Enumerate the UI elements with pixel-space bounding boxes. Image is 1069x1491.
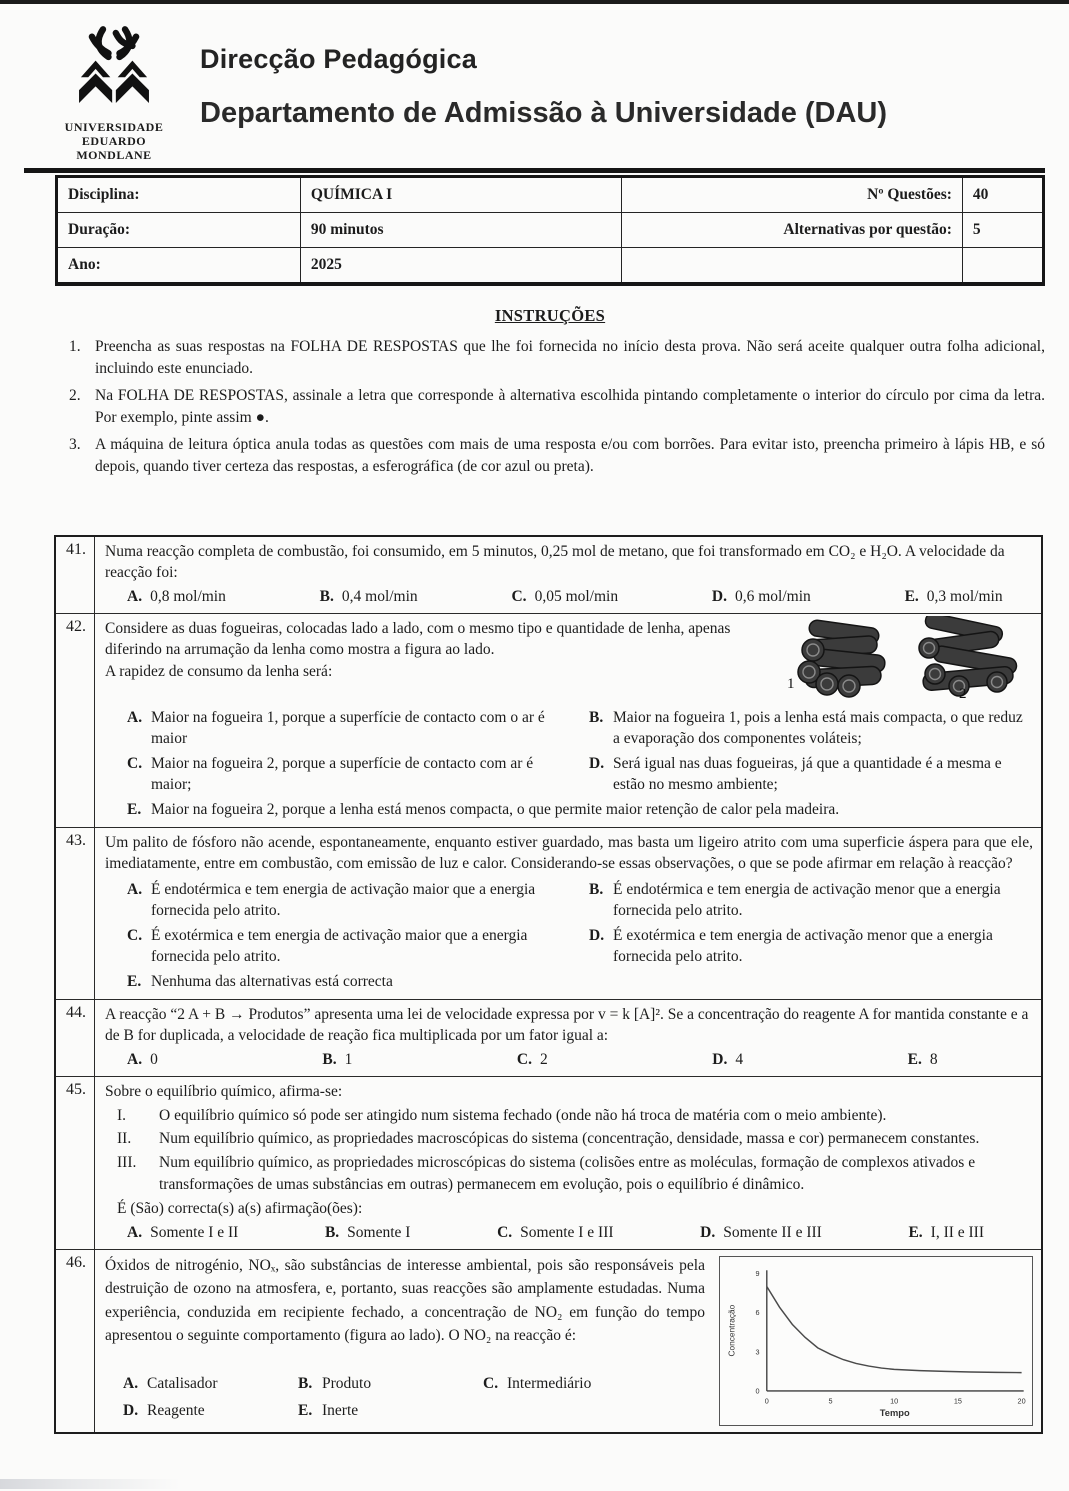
option-43-e: E. Nenhuma das alternativas está correcta [127, 973, 393, 991]
option-41-c: C. 0,05 mol/min [511, 587, 619, 605]
question-44-number: 44. [55, 1000, 95, 1077]
log-pile-1-icon [798, 619, 886, 697]
option-42-e: E. Maior na fogueira 2, porque a lenha está menos compacta, o que permite maior retenção de calor pela madeira. [127, 800, 840, 818]
statement-2: II. Num equilíbrio químico, as propriedades macroscópicas do sistema (concentração, densidade, massa e cor) permanecem constantes. [117, 1130, 980, 1148]
firewood-figure [783, 616, 1033, 702]
option-43-d: D. É exotérmica e tem energia de activação menor que a energia fornecida pelo atrito. [589, 927, 993, 966]
question-46-row [55, 1250, 1042, 1434]
num-questoes-value: 40 [962, 177, 1043, 213]
info-empty-cell-2 [962, 248, 1043, 285]
alternativas-value: 5 [962, 213, 1043, 248]
question-41-text: Numa reacção completa de combustão, foi consumido, em 5 minutos, 0,25 mol de metano, que foi transformado em CO₂ e H₂O. A velocidade da reacção foi: [105, 542, 1005, 582]
exam-page [0, 4, 1069, 1434]
ano-label: Ano: [57, 248, 301, 285]
svg-text:6: 6 [755, 1308, 760, 1318]
exam-info-table [55, 175, 1045, 286]
option-41-a: A. 0,8 mol/min [127, 587, 226, 605]
header-divider [24, 168, 1045, 173]
duracao-label: Duração: [57, 213, 301, 248]
question-45-row [55, 1077, 1042, 1250]
question-46-number: 46. [55, 1250, 95, 1434]
option-45-c: C. Somente I e III [497, 1223, 614, 1241]
question-46-options [123, 1373, 705, 1422]
svg-text:5: 5 [828, 1396, 833, 1406]
question-42-text-2: A rapidez de consumo da lenha será: [105, 662, 333, 680]
option-44-d: D. 4 [712, 1050, 744, 1068]
question-44-row [55, 1000, 1042, 1077]
department-title: Direcção Pedagógica [200, 44, 477, 74]
option-45-d: D. Somente II e III [700, 1223, 822, 1241]
svg-text:10: 10 [890, 1396, 899, 1406]
concentration-chart-figure [719, 1256, 1033, 1426]
instruction-item-2: Na FOLHA DE RESPOSTAS, assinale a letra que corresponde à alternativa escolhida pintando completamente o interior do círculo por cima da letra. Por exemplo, pinte assim ●. [95, 386, 1045, 427]
question-42-number: 42. [55, 613, 95, 827]
instructions-title: INSTRUÇÕES [494, 306, 606, 325]
option-44-e: E. 8 [907, 1050, 938, 1068]
scan-artifact [0, 1479, 180, 1489]
question-41-number: 41. [55, 536, 95, 614]
svg-text:3: 3 [755, 1347, 760, 1357]
question-45-body-cell [95, 1077, 1043, 1250]
question-44-options [127, 1049, 944, 1070]
question-41-body-cell [95, 536, 1043, 614]
chart-curve [767, 1287, 1022, 1373]
question-45-closing: É (São) correcta(s) a(s) afirmação(ões): [117, 1200, 363, 1218]
option-43-c: C. É exotérmica e tem energia de activação maior que a energia fornecida pelo atrito. [127, 927, 528, 966]
option-45-e: E. I, II e III [908, 1223, 985, 1241]
alternativas-label: Alternativas por questão: [621, 213, 962, 248]
questions-table [54, 535, 1043, 1434]
duracao-value: 90 minutos [300, 213, 621, 248]
uem-emblem-icon [68, 22, 160, 114]
svg-text:9: 9 [755, 1269, 760, 1279]
question-43-row [55, 827, 1042, 999]
logo-text [54, 121, 174, 162]
instructions-list [55, 336, 1045, 479]
info-row-duracao [57, 213, 1044, 248]
question-45-number: 45. [55, 1077, 95, 1250]
option-45-a: A. Somente I e II [127, 1223, 239, 1241]
option-46-b: B. Produto [298, 1375, 372, 1393]
option-41-d: D. 0,6 mol/min [711, 587, 811, 605]
question-42-options [127, 708, 1033, 821]
question-45-intro: Sobre o equilíbrio químico, afirma-se: [105, 1083, 343, 1101]
question-42-text: Considere as duas fogueiras, colocadas lado a lado, com o mesmo tipo e quantidade de lenha, apenas diferindo na arrumação da lenha como mostra a figura ao lado. [105, 619, 731, 659]
no2-concentration-chart [720, 1257, 1032, 1425]
question-44-text: A reacção “2 A + B → Produtos” apresenta uma lei de velocidade expressa por v = k [A]². Se a concentração do reagente A for mantida constante e a de B for duplicada, a velocidade de reação fica multiplicada por um fator igual a: [105, 1006, 1029, 1045]
ano-value: 2025 [300, 248, 621, 285]
question-41-options [127, 586, 1009, 607]
option-42-c: C. Maior na fogueira 2, porque a superfície de contacto com ar é maior; [127, 754, 534, 793]
option-46-e: E. Inerte [298, 1402, 359, 1420]
option-46-c: C. Intermediário [483, 1375, 592, 1393]
question-46-left [105, 1254, 705, 1426]
option-44-c: C. 2 [516, 1050, 548, 1068]
header [24, 4, 1045, 164]
option-41-e: E. 0,3 mol/min [904, 587, 1003, 605]
option-43-b: B. É endotérmica e tem energia de activação menor que a energia fornecida pelo atrito. [589, 881, 1001, 920]
question-43-number: 43. [55, 827, 95, 999]
option-42-a: A. Maior na fogueira 1, porque a superfície de contacto com o ar é maior [127, 709, 545, 747]
num-questoes-label: Nº Questões: [621, 177, 962, 213]
chart-y-axis-label: Concentração [726, 1304, 737, 1357]
disciplina-value: QUÍMICA I [300, 177, 621, 213]
institution-title: Departamento de Admissão à Universidade (DAU) [200, 97, 888, 129]
option-41-b: B. 0,4 mol/min [319, 587, 418, 605]
svg-text:15: 15 [953, 1396, 962, 1406]
instruction-item-1: Preencha as suas respostas na FOLHA DE RESPOSTAS que lhe foi fornecida no início desta prova. Não será aceite qualquer outra folha adicional, incluindo este enunciado. [95, 338, 1045, 378]
pile-2-label: 2 [959, 685, 967, 702]
option-42-d: D. Será igual nas duas fogueiras, já que a quantidade é a mesma e estão no mesmo ambiente; [589, 754, 1002, 793]
log-pile-2-icon [918, 616, 1017, 696]
logo-line-1: UNIVERSIDADE [64, 120, 164, 134]
chart-x-axis-label: Tempo [879, 1407, 910, 1418]
statement-3: III. Num equilíbrio químico, as propriedades microscópicas do sistema (colisões entre as moléculas, formação de complexos ativados e transformações de umas substâncias em outras) permanecem em evolução, pois o equilíbrio é dinâmico. [117, 1153, 976, 1193]
question-42-row [55, 613, 1042, 827]
university-logo [54, 22, 174, 162]
chart-tick-labels [755, 1269, 1025, 1405]
info-empty-cell-1 [621, 248, 962, 285]
question-46-text: Óxidos de nitrogénio, NOₓ, são substâncias de interesse ambiental, pois são responsáveis pela destruição de ozono na atmosfera, e, portanto, suas reacções são amplamente estudadas. Numa experiência, conduzida em recipiente fechado, a concentração de NO₂ em função do tempo apresentou o seguinte comportamento (figura ao lado). O NO₂ na reacção é: [105, 1257, 705, 1344]
option-46-d: D. Reagente [123, 1402, 205, 1420]
question-42-body-cell [95, 613, 1043, 827]
question-43-body-cell [95, 827, 1043, 999]
header-titles [200, 22, 887, 130]
info-row-ano [57, 248, 1044, 285]
svg-text:0: 0 [764, 1396, 769, 1406]
option-42-b: B. Maior na fogueira 1, pois a lenha está mais compacta, o que reduz a evaporação dos componentes voláteis; [589, 709, 1023, 747]
question-45-options [127, 1222, 990, 1243]
disciplina-label: Disciplina: [57, 177, 301, 213]
instructions-section [55, 306, 1045, 479]
statement-1: I. O equilíbrio químico só pode ser atingido num sistema fechado (onde não há troca de matéria com o meio ambiente). [117, 1106, 887, 1124]
option-45-b: B. Somente I [324, 1223, 411, 1241]
option-44-a: A. 0 [127, 1050, 158, 1068]
pile-1-label: 1 [787, 675, 795, 692]
option-43-a: A. É endotérmica e tem energia de activação maior que a energia fornecida pelo atrito. [127, 881, 536, 920]
option-46-a: A. Catalisador [123, 1375, 218, 1393]
question-42-content [105, 618, 1033, 821]
info-row-disciplina [57, 177, 1044, 213]
question-43-text: Um palito de fósforo não acende, espontaneamente, enquanto estiver guardado, mas basta um ligeiro atrito com uma superficie áspera para que ele, imediatamente, entre em combustão, com emissão de luz e calor. Considerando-se essas observações, o que se pode afirmar em relação à reacção? [105, 833, 1033, 873]
logo-line-2: EDUARDO [81, 133, 147, 148]
option-44-b: B. 1 [322, 1050, 353, 1068]
question-41-row [55, 536, 1042, 614]
question-46-body-cell [95, 1250, 1043, 1434]
svg-text:0: 0 [755, 1386, 760, 1396]
question-44-body-cell [95, 1000, 1043, 1077]
logo-line-3: MONDLANE [76, 147, 152, 162]
svg-text:20: 20 [1017, 1396, 1026, 1406]
question-43-options [127, 880, 1033, 993]
instruction-item-3: A máquina de leitura óptica anula todas as questões com mais de uma resposta e/ou com borrões. Para evitar isto, preencha primeiro à lápis HB, e só depois, quando tiver certeza das respostas, a esferográfica (de cor azul ou preta). [95, 435, 1045, 476]
question-46-content [105, 1254, 1033, 1426]
